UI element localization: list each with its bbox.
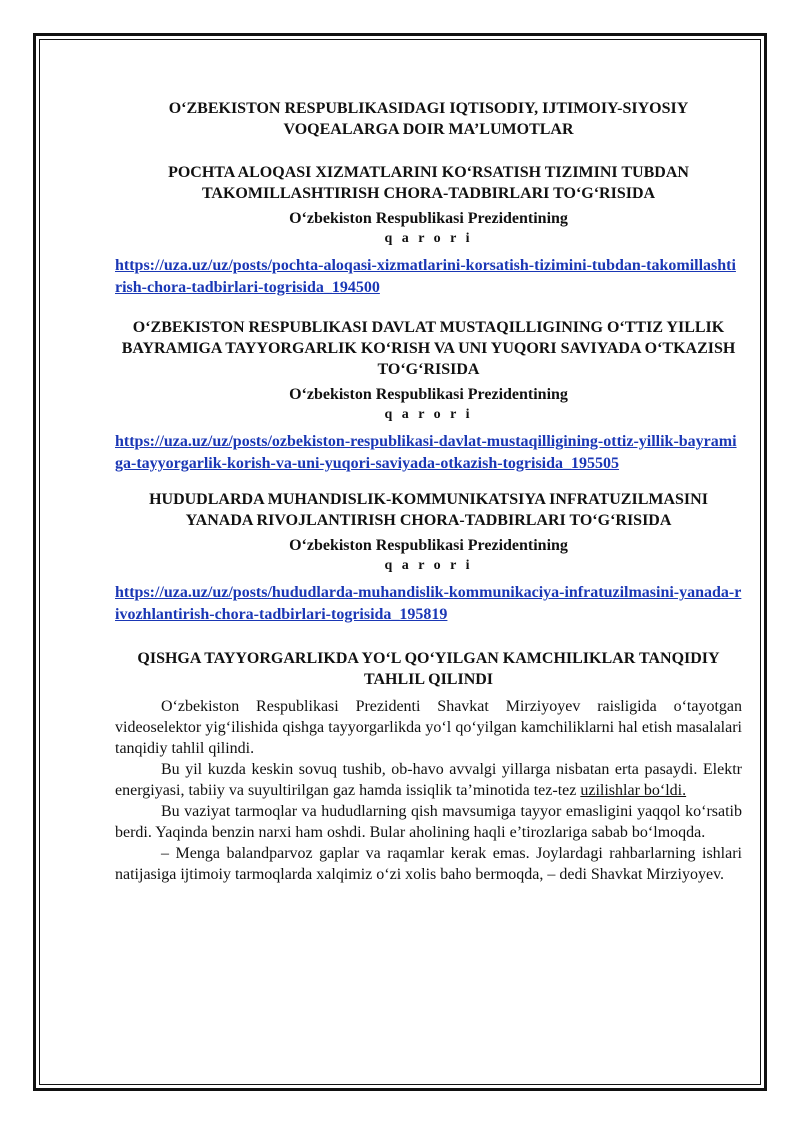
section-doc-type: q a r o r i	[384, 558, 473, 573]
section-author: O‘zbekiston Respublikasi Prezidentining	[289, 210, 568, 227]
section-2	[115, 317, 742, 475]
section-doc-type: q a r o r i	[384, 407, 473, 422]
section-author: O‘zbekiston Respublikasi Prezidentining	[289, 537, 568, 554]
paragraph-text: Bu yil kuzda keskin sovuq tushib, ob-havo avvalgi yillarga nisbatan erta pasaydi. Elektr energiyasi, tabiiy va suyultirilgan gaz hamda issiqlik ta’minotida tez-tez	[115, 761, 742, 799]
underlined-text: uzilishlar bo‘ldi.	[580, 782, 687, 799]
section-title: O‘ZBEKISTON RESPUBLIKASI DAVLAT MUSTAQILLIGINING O‘TTIZ YILLIK BAYRAMIGA TAYYORGARLIK KO‘RISH VA UNI YUQORI SAVIYADA O‘TKAZISH TO‘G‘RISIDA	[121, 319, 736, 378]
document-body	[115, 98, 742, 885]
article-title: QISHGA TAYYORGARLIKDA YO‘L QO‘YILGAN KAMCHILIKLAR TANQIDIY TAHLIL QILINDI	[137, 650, 720, 688]
section-link[interactable]: https://uza.uz/uz/posts/hududlarda-muhandislik-kommunikaciya-infratuzilmasini-yanada-rivozhlantirish-chora-tadbirlari-togrisida_195819	[115, 584, 742, 623]
section-link[interactable]: https://uza.uz/uz/posts/ozbekiston-respublikasi-davlat-mustaqilligining-ottiz-yillik-bayramiga-tayyorgarlik-korish-va-uni-yuqori-saviyada-otkazish-togrisida_195505	[115, 433, 737, 472]
article-paragraph	[115, 759, 742, 801]
main-title: O‘ZBEKISTON RESPUBLIKASIDAGI IQTISODIY, IJTIMOIY-SIYOSIY VOQEALARGA DOIR MA’LUMOTLAR	[168, 100, 689, 138]
article-paragraph: – Menga balandparvoz gaplar va raqamlar kerak emas. Joylardagi rahbarlarning ishlari natijasiga ijtimoiy tarmoqlarda xalqimiz o‘zi xolis baho bermoqda, – dedi Shavkat Mirziyoyev.	[115, 845, 742, 883]
article-paragraph: Bu vaziyat tarmoqlar va hududlarning qish mavsumiga tayyor emasligini yaqqol ko‘rsatib berdi. Yaqinda benzin narxi ham oshdi. Bular aholining haqli e’tirozlariga sabab bo‘lmoqda.	[115, 803, 742, 841]
section-link[interactable]: https://uza.uz/uz/posts/pochta-aloqasi-xizmatlarini-korsatish-tizimini-tubdan-takomillashtirish-chora-tadbirlari-togrisida_194500	[115, 257, 736, 296]
article-paragraph: O‘zbekiston Respublikasi Prezidenti Shavkat Mirziyoyev raisligida o‘tayotgan videoselektor yig‘ilishida qishga tayyorgarlikda yo‘l qo‘yilgan kamchiliklarni hal etish masalalari tanqidiy tahlil qilindi.	[115, 698, 742, 757]
section-title: POCHTA ALOQASI XIZMATLARINI KO‘RSATISH TIZIMINI TUBDAN TAKOMILLASHTIRISH CHORA-TADBIRLARI TO‘G‘RISIDA	[168, 164, 689, 202]
section-1	[115, 162, 742, 299]
section-doc-type: q a r o r i	[384, 231, 473, 246]
section-title: HUDUDLARDA MUHANDISLIK-KOMMUNIKATSIYA INFRATUZILMASINI YANADA RIVOJLANTIRISH CHORA-TADBIRLARI TO‘G‘RISIDA	[149, 491, 708, 529]
section-3	[115, 489, 742, 626]
section-author: O‘zbekiston Respublikasi Prezidentining	[289, 386, 568, 403]
